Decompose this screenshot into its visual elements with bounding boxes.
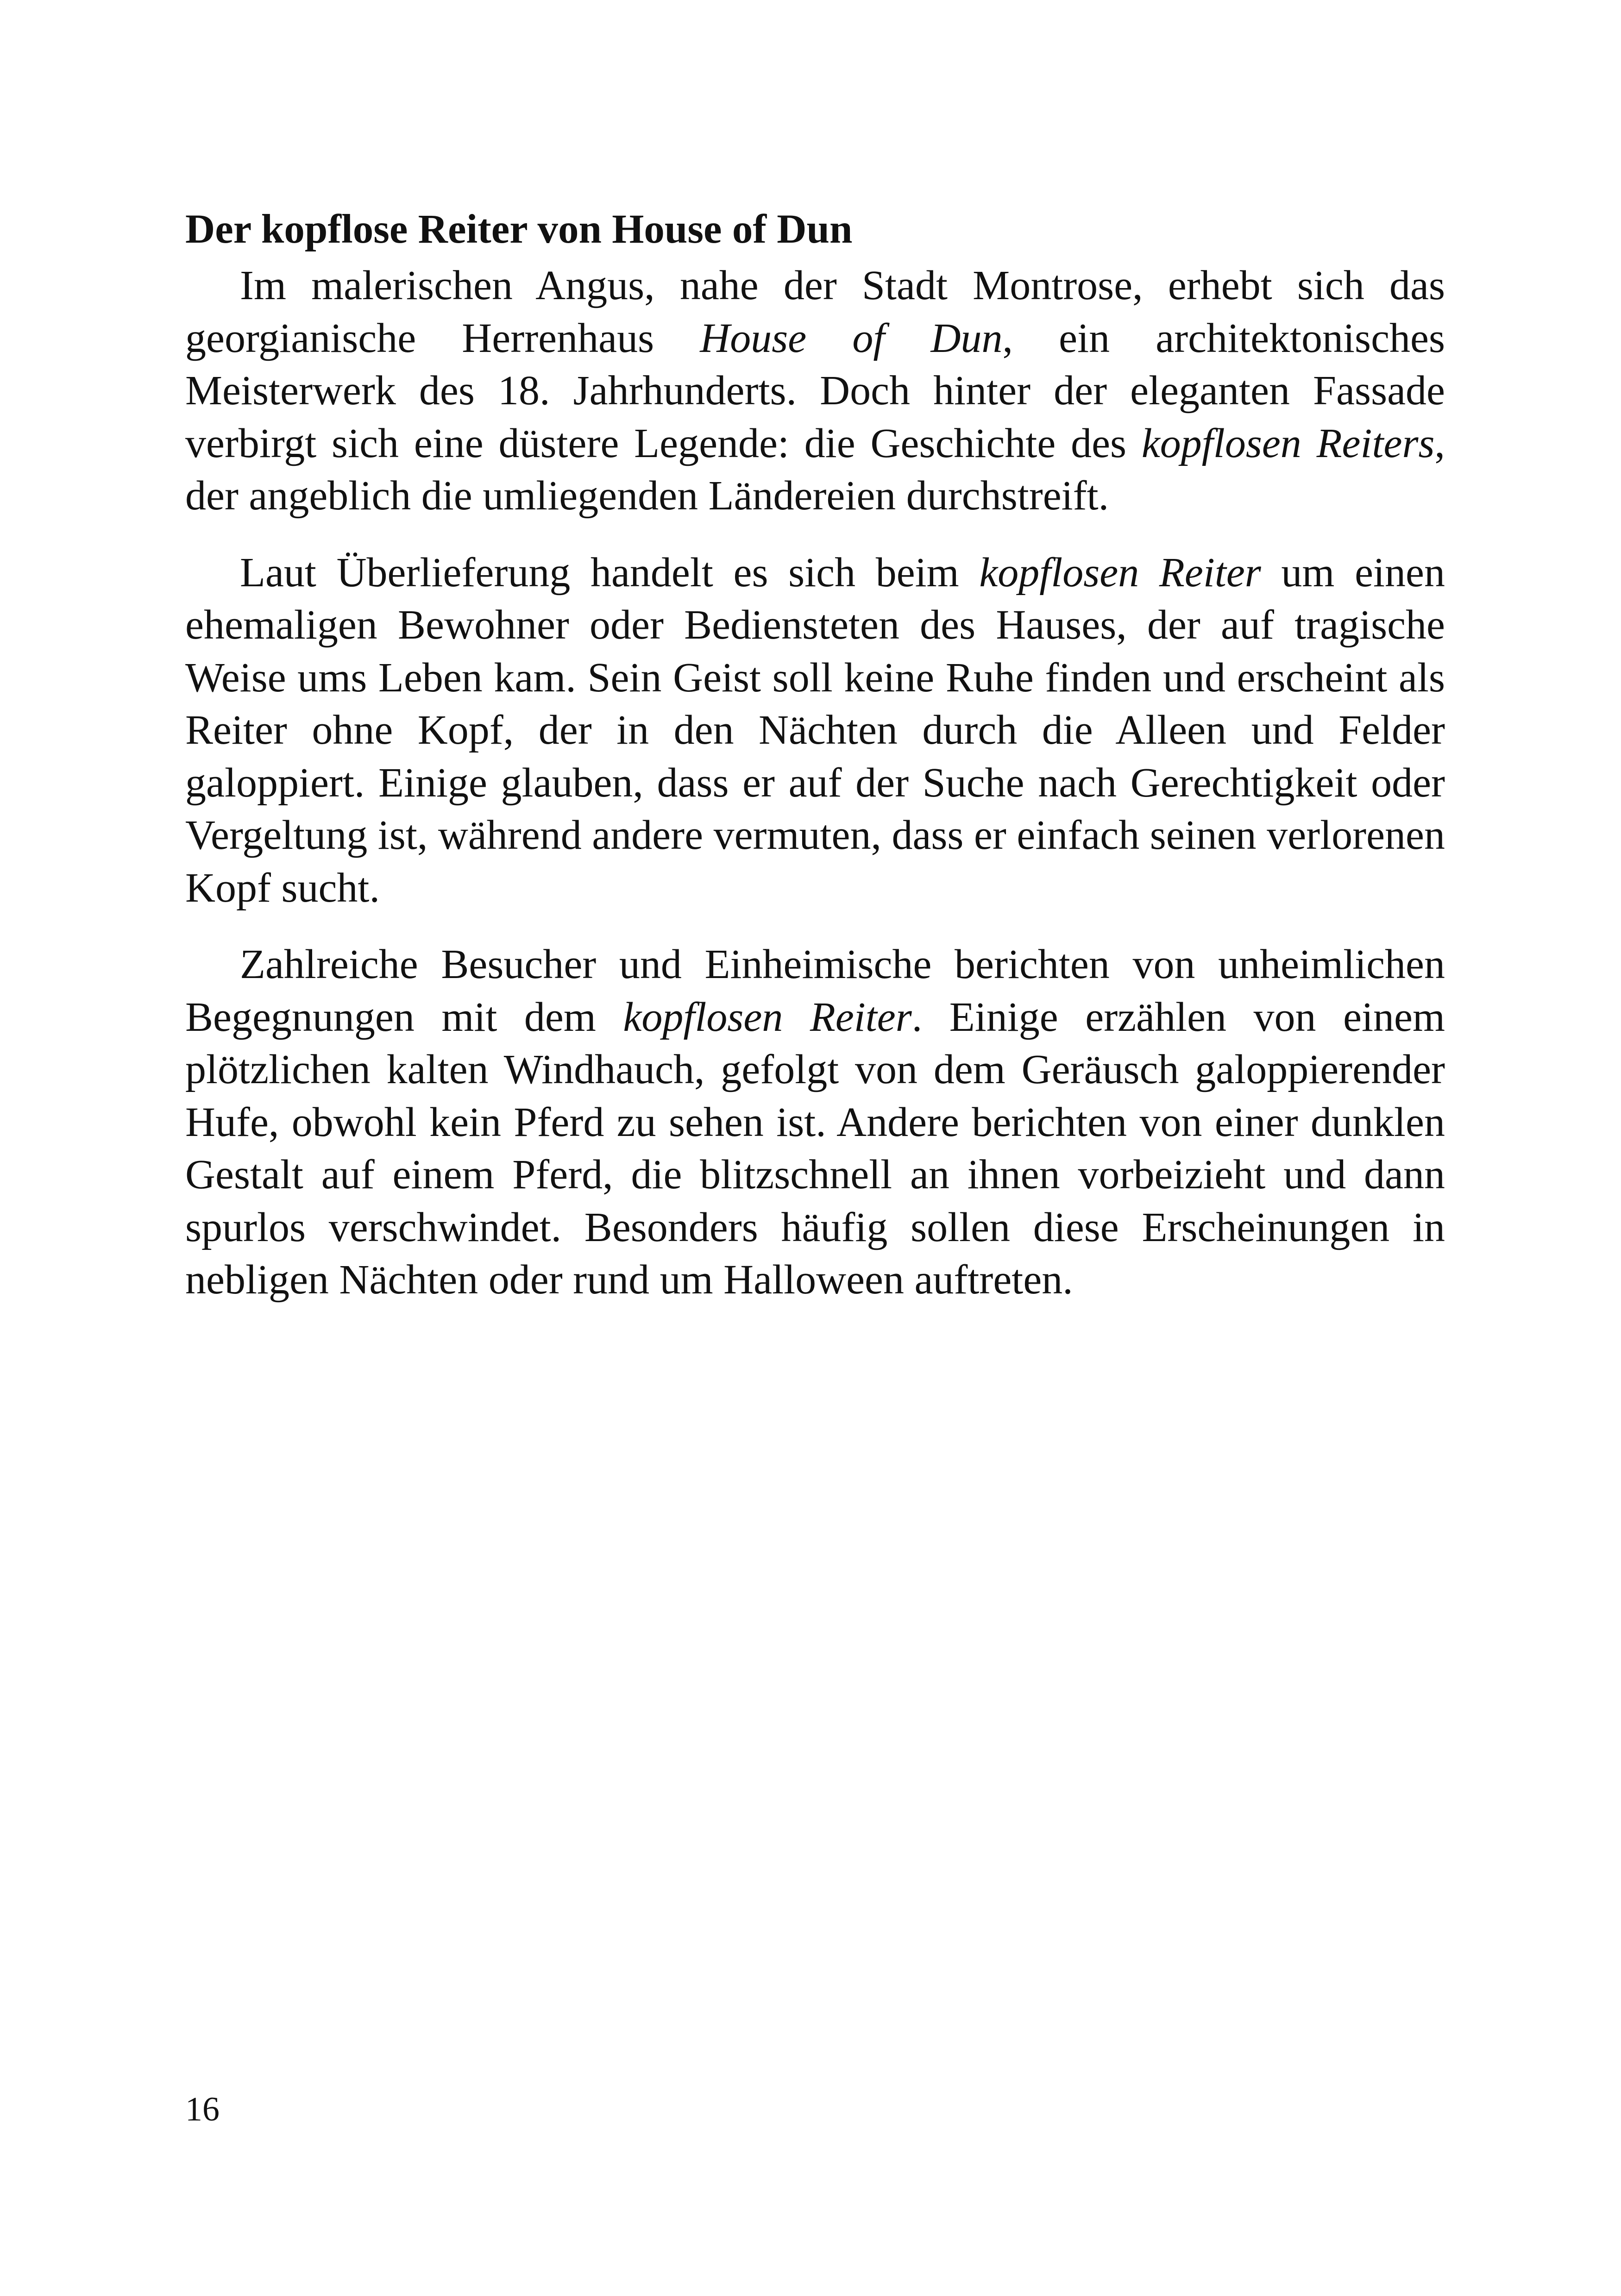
- paragraph-text: Zahlreiche Besucher und Einheimische berichten von unheimlichen Begegnungen mit dem: [185, 941, 1445, 1040]
- italic-term: kopflosen Reiter: [623, 994, 912, 1040]
- paragraph-text: . Einige erzählen von einem plötzlichen kalten Windhauch, gefolgt von dem Geräusch galoppierender Hufe, obwohl kein Pferd zu sehen ist. Andere berichten von einer dunklen Gestalt auf einem Pferd, die blitzschnell an ihnen vorbeizieht und dann spurlos verschwindet. Besonders häufig sollen diese Erscheinungen in nebligen Nächten oder rund um Halloween auftreten.: [185, 994, 1445, 1303]
- paragraph-2: [185, 546, 1445, 915]
- chapter-heading: Der kopflose Reiter von House of Dun: [185, 207, 853, 252]
- paragraph-text: , ein architektonisches Meisterwerk des 18. Jahrhunderts. Doch hinter der eleganten Fassade verbirgt sich eine düstere Legende: die Geschichte des: [185, 315, 1445, 466]
- paragraph-text: um einen ehemaligen Bewohner oder Bediensteten des Hauses, der auf tragische Weise ums Leben kam. Sein Geist soll keine Ruhe finden und erscheint als Reiter ohne Kopf, der in den Nächten durch die Alleen und Felder galoppiert. Einige glauben, dass er auf der Suche nach Gerechtigkeit oder Vergeltung ist, während andere vermuten, dass er einfach seinen verlorenen Kopf sucht.: [185, 549, 1445, 911]
- page-number: 16: [185, 2090, 220, 2128]
- italic-term: kopflosen Reiter: [979, 549, 1261, 596]
- text-column: [185, 204, 1445, 1330]
- paragraph-text: , der angeblich die umliegenden Ländereien durchstreift.: [185, 420, 1445, 519]
- paragraph-1: [185, 259, 1445, 522]
- paragraph-text: Laut Überlieferung handelt es sich beim: [240, 549, 980, 596]
- italic-term: kopflosen Reiters: [1141, 420, 1435, 466]
- paragraph-3: [185, 938, 1445, 1306]
- paragraph-text: Im malerischen Angus, nahe der Stadt Montrose, erhebt sich das georgianische Herrenhaus: [185, 263, 1445, 361]
- italic-title: House of Dun: [700, 315, 1003, 361]
